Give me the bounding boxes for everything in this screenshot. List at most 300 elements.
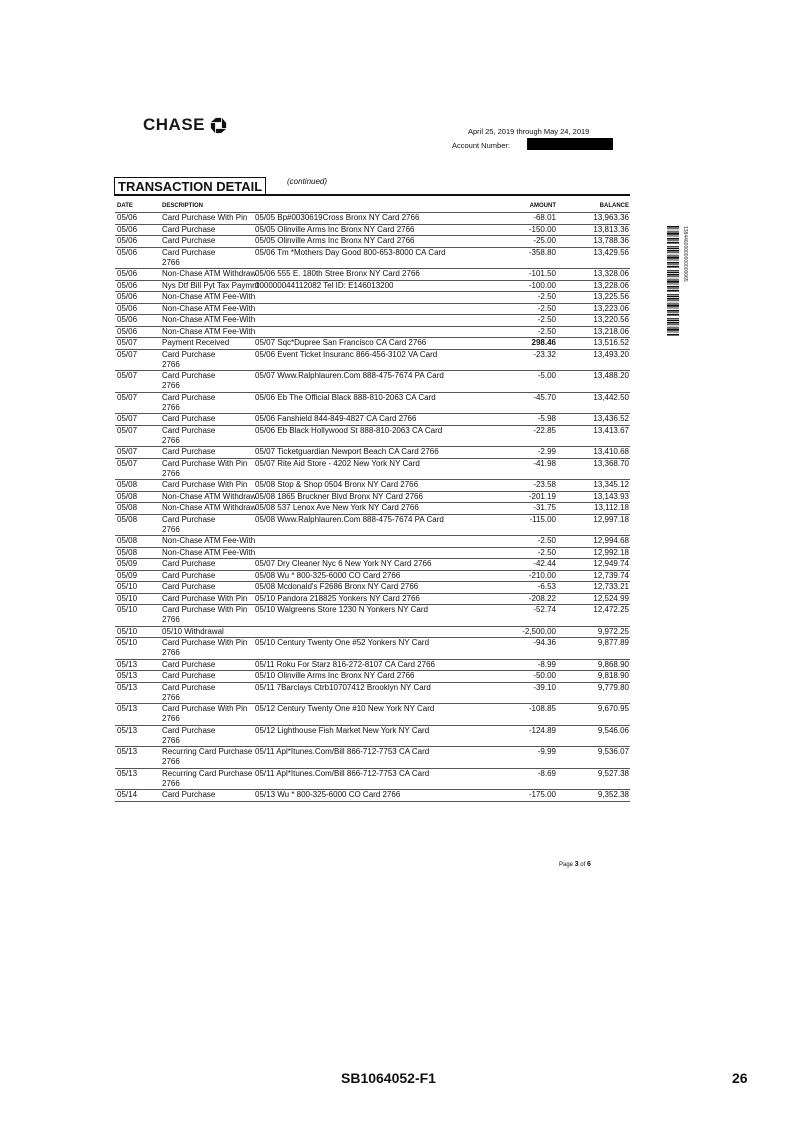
transaction-detail: 05/13 Wu * 800-325-6000 CO Card 2766 xyxy=(255,790,401,799)
transaction-description xyxy=(162,704,482,724)
barcode-bar xyxy=(667,318,679,319)
barcode-bar xyxy=(667,284,679,285)
transaction-description xyxy=(162,213,482,223)
transaction-balance: 13,413.67 xyxy=(593,425,629,435)
transaction-date: 05/10 xyxy=(117,593,138,603)
transaction-detail: 05/07 Www.Ralphlauren.Com 888-475-7674 PA Card xyxy=(255,371,444,380)
table-row xyxy=(115,235,630,247)
barcode-bar xyxy=(667,262,679,264)
transaction-description xyxy=(162,559,482,569)
transaction-balance: 13,410.68 xyxy=(593,447,629,456)
transaction-amount: -2.50 xyxy=(537,303,556,313)
transaction-amount: -2.50 xyxy=(537,292,556,301)
description-line xyxy=(162,447,482,457)
barcode-bar xyxy=(667,300,679,301)
description-line xyxy=(162,548,482,558)
transaction-date: 05/09 xyxy=(117,570,138,580)
transaction-amount: -150.00 xyxy=(528,224,556,234)
transaction-amount: -2.50 xyxy=(537,326,556,336)
transaction-description xyxy=(162,327,482,337)
table-row xyxy=(115,581,630,593)
transaction-amount: -108.85 xyxy=(528,704,556,713)
transaction-detail-continued: 2766 xyxy=(162,402,180,412)
description-line xyxy=(162,426,482,436)
transaction-date: 05/13 xyxy=(117,682,138,692)
transaction-detail: 05/06 Eb The Official Black 888-810-2063 CA Card xyxy=(255,392,436,402)
transaction-type: Non-Chase ATM Fee-With xyxy=(162,326,256,336)
table-row xyxy=(115,547,630,559)
transaction-balance: 13,442.50 xyxy=(593,392,629,402)
transaction-detail: 05/12 Lighthouse Fish Market New York NY Card xyxy=(255,725,430,735)
transaction-detail: 05/06 Eb Black Hollywood St 888-810-2063 CA Card xyxy=(255,425,443,435)
transaction-balance: 12,992.18 xyxy=(593,547,629,557)
transaction-balance: 13,223.06 xyxy=(593,303,629,313)
transaction-balance: 9,779.80 xyxy=(597,682,629,692)
transaction-amount: -2,500.00 xyxy=(522,626,556,636)
transaction-amount: -50.00 xyxy=(533,671,556,680)
transaction-date: 05/07 xyxy=(117,458,138,468)
description-line xyxy=(162,327,482,337)
barcode-bar xyxy=(667,260,679,261)
barcode-bar xyxy=(667,248,679,250)
barcode-bar xyxy=(667,298,679,300)
transaction-description xyxy=(162,459,482,479)
transaction-type: Card Purchase xyxy=(162,725,216,735)
transaction-date: 05/10 xyxy=(117,605,138,614)
transaction-balance: 12,733.21 xyxy=(593,582,629,591)
transaction-detail: 05/08 Stop & Shop 0504 Bronx NY Card 2766 xyxy=(255,480,419,489)
transaction-amount: -201.19 xyxy=(528,491,556,501)
table-row xyxy=(115,326,630,338)
transaction-detail: 05/10 Pandora 218825 Yonkers NY Card 2766 xyxy=(255,593,420,603)
transaction-amount: -358.80 xyxy=(528,247,556,257)
transaction-detail-continued: 2766 xyxy=(162,778,180,788)
table-row xyxy=(115,682,630,704)
transaction-balance: 12,994.68 xyxy=(593,536,629,545)
transaction-date: 05/07 xyxy=(117,371,138,380)
transaction-amount: -100.00 xyxy=(528,280,556,290)
transaction-amount: -175.00 xyxy=(528,790,556,799)
transaction-amount: -8.69 xyxy=(537,768,556,778)
transaction-type: Card Purchase xyxy=(162,349,216,359)
transaction-type: Non-Chase ATM Fee-With xyxy=(162,315,256,324)
transaction-description xyxy=(162,426,482,446)
description-line xyxy=(162,459,482,469)
transaction-detail-continued: 2766 xyxy=(162,524,180,534)
transaction-detail: 05/11 Apl*Itunes.Com/Bill 866-712-7753 CA Card xyxy=(255,768,430,778)
transaction-detail: 05/11 Roku For Starz 816-272-8107 CA Card 2766 xyxy=(255,659,435,669)
table-row xyxy=(115,479,630,491)
transaction-balance: 9,877.89 xyxy=(597,638,629,647)
description-line xyxy=(162,726,482,736)
transaction-type: Card Purchase xyxy=(162,790,216,799)
transaction-date: 05/08 xyxy=(117,536,138,545)
transaction-date: 05/08 xyxy=(117,503,138,512)
transaction-balance: 12,997.18 xyxy=(593,514,629,524)
transaction-balance: 9,527.38 xyxy=(597,768,629,778)
transaction-type: Card Purchase xyxy=(162,236,216,245)
transaction-description xyxy=(162,594,482,604)
table-row xyxy=(115,626,630,638)
barcode-bar xyxy=(667,310,679,312)
transaction-type: Card Purchase With Pin xyxy=(162,480,248,489)
table-row xyxy=(115,593,630,605)
transaction-amount: -2.50 xyxy=(537,536,556,545)
transaction-description xyxy=(162,503,482,513)
description-line xyxy=(162,492,482,502)
transaction-description xyxy=(162,447,482,457)
transaction-description xyxy=(162,638,482,658)
document-page-number: 26 xyxy=(732,1070,748,1086)
transaction-amount: -2.50 xyxy=(537,547,556,557)
barcode-bar xyxy=(667,303,679,304)
transaction-detail-continued: 2766 xyxy=(162,714,180,723)
description-line xyxy=(162,281,482,291)
transaction-amount: -39.10 xyxy=(533,682,556,692)
transaction-type: Non-Chase ATM Fee-With xyxy=(162,536,256,545)
transaction-detail: 05/07 Ticketguardian Newport Beach CA Card 2766 xyxy=(255,447,439,456)
transaction-amount: -22.85 xyxy=(533,425,556,435)
transaction-balance: 12,472.25 xyxy=(593,605,629,614)
barcode-bar xyxy=(667,327,679,328)
transaction-description xyxy=(162,671,482,681)
transaction-type: Card Purchase xyxy=(162,559,216,568)
barcode-bar xyxy=(667,252,679,253)
transaction-amount: -115.00 xyxy=(529,514,556,524)
transaction-date: 05/08 xyxy=(117,480,138,489)
table-row xyxy=(115,349,630,371)
transaction-description xyxy=(162,350,482,370)
description-line xyxy=(162,414,482,424)
transaction-table xyxy=(115,200,630,802)
transaction-description xyxy=(162,338,482,348)
description-line xyxy=(162,790,482,800)
transaction-detail: 05/06 Event Ticket Insuranc 866-456-3102 VA Card xyxy=(255,349,438,359)
transaction-type: Card Purchase xyxy=(162,414,216,423)
description-line xyxy=(162,660,482,670)
transaction-balance: 13,429.56 xyxy=(593,247,629,257)
page-current: 3 xyxy=(574,861,579,868)
transaction-detail: 05/10 Walgreens Store 1230 N Yonkers NY Card xyxy=(255,605,428,614)
transaction-date: 05/08 xyxy=(117,491,138,501)
barcode-bar xyxy=(667,232,679,234)
description-line xyxy=(162,671,482,681)
transaction-balance: 9,546.06 xyxy=(597,725,629,735)
transaction-balance: 13,436.52 xyxy=(593,414,629,423)
description-line xyxy=(162,315,482,325)
transaction-date: 05/06 xyxy=(117,269,138,278)
transaction-amount: -94.36 xyxy=(533,638,556,647)
barcode-bar xyxy=(667,231,679,232)
transaction-balance: 13,493.20 xyxy=(593,349,629,359)
transaction-detail: 05/08 Www.Ralphlauren.Com 888-475-7674 PA Card xyxy=(255,514,444,524)
transaction-description xyxy=(162,371,482,391)
transaction-description xyxy=(162,548,482,558)
transaction-balance: 13,218.06 xyxy=(593,326,629,336)
barcode-bar xyxy=(667,270,679,271)
barcode-number: 13844600000000000065 xyxy=(682,226,688,282)
barcode-bar xyxy=(667,296,679,298)
transaction-description xyxy=(162,248,482,268)
transaction-balance: 9,818.90 xyxy=(597,671,629,680)
transaction-date: 05/09 xyxy=(117,559,138,568)
transaction-date: 05/06 xyxy=(117,224,138,234)
barcode-bar xyxy=(667,228,679,229)
transaction-type: Non-Chase ATM Fee-With xyxy=(162,292,256,301)
barcode-bar xyxy=(667,236,679,237)
header-description: DESCRIPTION xyxy=(162,203,204,209)
table-row xyxy=(115,659,630,671)
description-line xyxy=(162,304,482,314)
transaction-detail: 05/10 Olinville Arms Inc Bronx NY Card 2766 xyxy=(255,671,415,680)
description-line xyxy=(162,747,482,757)
transaction-balance: 13,112.18 xyxy=(594,503,629,512)
table-row xyxy=(115,337,630,349)
transaction-type: Non-Chase ATM Withdraw xyxy=(162,491,257,501)
description-line xyxy=(162,393,482,403)
transaction-balance: 9,670.95 xyxy=(597,704,629,713)
barcode-bar xyxy=(667,314,679,316)
transaction-amount: -23.58 xyxy=(533,480,556,489)
description-line xyxy=(162,515,482,525)
document-code: SB1064052-F1 xyxy=(341,1070,436,1086)
transaction-balance: 13,328.06 xyxy=(593,269,629,278)
transaction-detail: 05/08 Wu * 800-325-6000 CO Card 2766 xyxy=(255,570,401,580)
transaction-amount: -45.70 xyxy=(533,392,556,402)
transaction-type: 05/10 Withdrawal xyxy=(162,626,224,636)
barcode-bar xyxy=(667,322,679,324)
transaction-detail: 05/11 7Barclays Ctrb10707412 Brooklyn NY Card xyxy=(255,682,431,692)
transaction-type: Card Purchase xyxy=(162,392,216,402)
transaction-type: Non-Chase ATM Fee-With xyxy=(162,303,256,313)
table-row xyxy=(115,491,630,503)
table-row xyxy=(115,768,630,790)
transaction-balance: 13,788.36 xyxy=(593,236,629,245)
transaction-type: Card Purchase With Pin xyxy=(162,605,248,614)
transaction-amount: -208.22 xyxy=(528,593,556,603)
transaction-detail: 05/08 Mcdonald's F2686 Bronx NY Card 2766 xyxy=(255,582,419,591)
transaction-type: Card Purchase xyxy=(162,682,216,692)
barcode-bar xyxy=(667,328,679,330)
table-header xyxy=(115,200,630,212)
transaction-description xyxy=(162,315,482,325)
barcode-bar xyxy=(667,332,679,333)
transaction-description xyxy=(162,582,482,592)
transaction-date: 05/13 xyxy=(117,725,138,735)
transaction-date: 05/07 xyxy=(117,414,138,423)
transaction-type: Nys Dtf Bill Pyt Tax Paymnt xyxy=(162,280,259,290)
transaction-description xyxy=(162,304,482,314)
table-row xyxy=(115,212,630,224)
transaction-date: 05/06 xyxy=(117,326,138,336)
transaction-detail: 000000044112082 Tel ID: E146013200 xyxy=(255,280,394,290)
page-indicator xyxy=(559,861,591,868)
transaction-date: 05/13 xyxy=(117,659,138,669)
chase-logo xyxy=(143,115,227,135)
table-row xyxy=(115,535,630,547)
table-row xyxy=(115,446,630,458)
transaction-description xyxy=(162,605,482,625)
chase-octagon-icon xyxy=(210,117,227,134)
transaction-date: 05/10 xyxy=(117,638,138,647)
transaction-description xyxy=(162,536,482,546)
page-total: 6 xyxy=(586,861,591,868)
transaction-date: 05/06 xyxy=(117,213,138,222)
section-title: TRANSACTION DETAIL xyxy=(114,177,266,196)
transaction-detail: 05/11 Apl*Itunes.Com/Bill 866-712-7753 CA Card xyxy=(255,747,430,756)
transaction-date: 05/07 xyxy=(117,425,138,435)
table-row xyxy=(115,458,630,480)
transaction-detail-continued: 2766 xyxy=(162,735,180,745)
transaction-detail-continued: 2766 xyxy=(162,257,180,267)
transaction-description xyxy=(162,660,482,670)
transaction-detail-continued: 2766 xyxy=(162,648,180,657)
transaction-amount: -6.53 xyxy=(537,582,556,591)
transaction-detail-continued: 2766 xyxy=(162,468,180,478)
table-row xyxy=(115,247,630,269)
transaction-type: Payment Received xyxy=(162,338,230,347)
table-row xyxy=(115,725,630,747)
table-row xyxy=(115,502,630,514)
description-line xyxy=(162,769,482,779)
transaction-balance: 13,368.70 xyxy=(593,458,629,468)
transaction-amount: -210.00 xyxy=(528,570,556,580)
account-number-redaction xyxy=(527,138,613,150)
description-line xyxy=(162,213,482,223)
transaction-detail: 05/05 Bp#0030619Cross Bronx NY Card 2766 xyxy=(255,213,420,222)
transaction-type: Card Purchase xyxy=(162,224,216,234)
table-row xyxy=(115,670,630,682)
transaction-description xyxy=(162,225,482,235)
transaction-amount: -68.01 xyxy=(533,213,556,222)
transaction-detail-continued: 2766 xyxy=(162,692,180,702)
table-row xyxy=(115,425,630,447)
table-row xyxy=(115,413,630,425)
barcode-bar xyxy=(667,279,679,280)
transaction-detail: 05/06 Tm *Mothers Day Good 800-653-8000 CA Card xyxy=(255,247,446,257)
transaction-type: Card Purchase With Pin xyxy=(162,704,248,713)
transaction-type: Card Purchase xyxy=(162,582,216,591)
description-line xyxy=(162,236,482,246)
transaction-date: 05/10 xyxy=(117,626,138,636)
title-rule xyxy=(114,194,630,196)
transaction-balance: 9,536.07 xyxy=(597,747,629,756)
transaction-description xyxy=(162,414,482,424)
table-row xyxy=(115,280,630,292)
description-line xyxy=(162,292,482,302)
transaction-amount: -124.89 xyxy=(528,725,556,735)
transaction-balance: 13,228.06 xyxy=(593,280,629,290)
description-line xyxy=(162,248,482,258)
transaction-type: Non-Chase ATM Fee-With xyxy=(162,547,256,557)
barcode-bar xyxy=(667,312,679,313)
barcode-bar xyxy=(667,250,679,252)
transaction-balance: 13,225.56 xyxy=(593,292,629,301)
table-row xyxy=(115,746,630,768)
transaction-balance: 13,143.93 xyxy=(593,491,629,501)
transaction-detail: 05/10 Century Twenty One #52 Yonkers NY Card xyxy=(255,638,430,647)
transaction-detail: 05/05 Olinville Arms Inc Bronx NY Card 2766 xyxy=(255,224,415,234)
barcode-bar xyxy=(667,286,679,288)
description-line xyxy=(162,269,482,279)
transaction-amount: -41.98 xyxy=(533,458,556,468)
transaction-type: Card Purchase xyxy=(162,425,216,435)
barcode-bar xyxy=(667,256,679,258)
transaction-date: 05/06 xyxy=(117,315,138,324)
transaction-balance: 13,963.36 xyxy=(593,213,629,222)
transaction-date: 05/08 xyxy=(117,547,138,557)
description-line xyxy=(162,638,482,648)
transaction-description xyxy=(162,747,482,767)
transaction-date: 05/07 xyxy=(117,338,138,347)
table-row xyxy=(115,370,630,392)
header-date: DATE xyxy=(117,203,133,209)
transaction-balance: 12,524.99 xyxy=(593,593,629,603)
table-row xyxy=(115,224,630,236)
transaction-amount: -2.50 xyxy=(537,315,556,324)
transaction-detail-continued: 2766 xyxy=(162,615,180,624)
barcode-bar xyxy=(667,242,679,244)
transaction-detail-continued: 2766 xyxy=(162,359,180,369)
transaction-amount: 298.46 xyxy=(531,338,556,347)
transaction-type: Recurring Card Purchase xyxy=(162,768,253,778)
transaction-date: 05/07 xyxy=(117,392,138,402)
transaction-amount: -5.00 xyxy=(537,371,556,380)
transaction-date: 05/06 xyxy=(117,247,138,257)
table-row xyxy=(115,604,630,626)
transaction-description xyxy=(162,627,482,637)
transaction-type: Card Purchase xyxy=(162,514,216,524)
transaction-balance: 13,220.56 xyxy=(593,315,629,324)
transaction-description xyxy=(162,292,482,302)
transaction-type: Card Purchase With Pin xyxy=(162,458,248,468)
transaction-balance: 13,813.36 xyxy=(593,224,629,234)
transaction-amount: -31.75 xyxy=(533,503,556,512)
transaction-description xyxy=(162,790,482,800)
transaction-date: 05/14 xyxy=(117,790,138,799)
header-amount: AMOUNT xyxy=(529,203,556,209)
transaction-amount: -42.44 xyxy=(533,559,556,568)
description-line xyxy=(162,605,482,615)
transaction-description xyxy=(162,236,482,246)
transaction-balance: 9,352.38 xyxy=(597,790,629,799)
transaction-date: 05/10 xyxy=(117,582,138,591)
barcode-bar xyxy=(667,334,679,336)
description-line xyxy=(162,350,482,360)
transaction-amount: -5.98 xyxy=(537,414,556,423)
transaction-amount: -25.00 xyxy=(533,236,556,245)
transaction-date: 05/07 xyxy=(117,349,138,359)
transaction-detail: 05/07 Dry Cleaner Nyc 6 New York NY Card 2766 xyxy=(255,559,432,568)
table-row xyxy=(115,291,630,303)
transaction-amount: -52.74 xyxy=(533,605,556,614)
transaction-type: Card Purchase xyxy=(162,371,216,380)
transaction-detail: 05/05 Olinville Arms Inc Bronx NY Card 2766 xyxy=(255,236,415,245)
barcode-bar xyxy=(667,324,679,325)
transaction-type: Non-Chase ATM Withdraw xyxy=(162,503,257,512)
description-line xyxy=(162,480,482,490)
table-row xyxy=(115,268,630,280)
barcode-bar xyxy=(667,240,679,241)
description-line xyxy=(162,594,482,604)
transaction-detail: 05/08 537 Lenox Ave New York NY Card 2766 xyxy=(255,503,419,512)
transaction-type: Card Purchase With Pin xyxy=(162,593,248,603)
barcode-bar xyxy=(667,280,679,282)
table-row xyxy=(115,570,630,582)
description-line xyxy=(162,683,482,693)
barcode-bar xyxy=(667,226,679,228)
table-row xyxy=(115,703,630,725)
